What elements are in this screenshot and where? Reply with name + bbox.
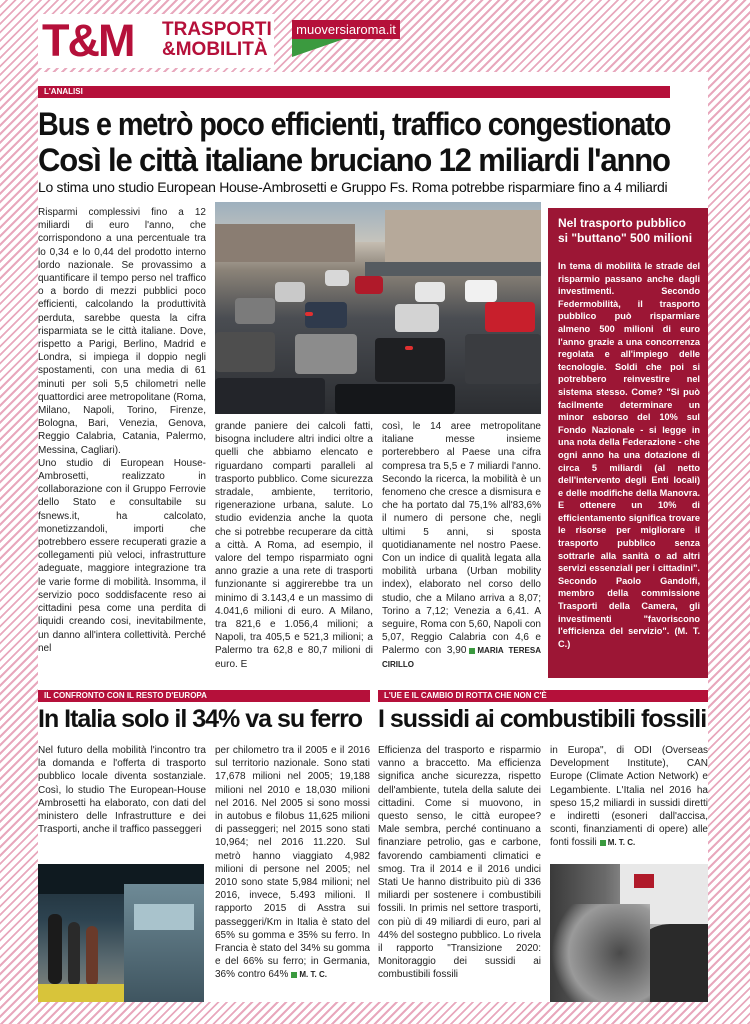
main-headline-1: Bus e metrò poco efficienti, traffico congestionato (38, 106, 671, 142)
logo-tm: T&M (42, 15, 134, 66)
right-signature: M. T. C. (607, 838, 636, 848)
exhaust-photo (550, 864, 708, 1002)
metro-photo (38, 864, 204, 1002)
left-headline: In Italia solo il 34% va su ferro (38, 705, 363, 733)
page (38, 72, 708, 1002)
right-column-2 (550, 744, 708, 860)
green-square-icon (600, 840, 606, 846)
site-link[interactable]: muoversiaroma.it (292, 20, 400, 39)
left-kicker: IL CONFRONTO CON IL RESTO D'EUROPA (38, 690, 370, 702)
right-kicker: L'UE E IL CAMBIO DI ROTTA CHE NON C'È (378, 690, 708, 702)
sidebar-body-text: In tema di mobilità le strade del risparmio passano anche dagli investimenti. Secondo Federmobilità, il trasporto pubblico può risparmiare almeno 500 milioni di euro l'anno grazie a una concorrenza regolata e all'impiego delle tecnologie. Soldi che poi si potrebbero reinvestire nel sistema stesso. Come? "Si può facilmente determinare un minor esborso del 10% sul Fondo Nazionale - si legge in una nota della Federazione - che ogni anno ha una dotazione di circa 5 miliardi (al netto dell'intervento degli Enti locali) e delle modifiche della Manovra. E ottenere un 10% di efficientamento significa trovare le risorse per migliorare il trasporto pubblico senza sottrarle alla sanità o ad altri servizi essenziali per i cittadini". Secondo Paolo Gandolfi, membro della commissione Trasporti della Camera, gli investimenti "favoriscono l'efficienza del servizio". (558, 261, 700, 637)
masthead-logo (38, 14, 274, 68)
main-column-1-text: Risparmi complessivi fino a 12 miliardi di euro l'anno, che corrispondono a una percentuale tra lo 0,34 e lo 0,44 del prodotto interno lordo nazionale. Se provassimo a quantificare il tempo perso nel traffico o a bordo di mezzi pubblici poco efficienti, calcolando la produttività perduta, sarebbe questa la cifra risparmiata se le città italiane. Dove, rispetto a Parigi, Berlino, Madrid e Londra, si impiega il doppio negli spostamenti, con una media di 61 minuti per soli 5,5 chilometri nelle quattordici aree metropolitane (Roma, Milano, Napoli, Torino, Firenze, Bologna, Bari, Venezia, Genova, Reggio Calabria, Catania, Palermo, Messina, Cagliari). (38, 207, 206, 456)
right-column-2-text: in Europa", di ODI (Overseas Development Institute), CAN Europe (Climate Action Network) e Legambiente. L'Italia nel 2016 ha speso 15,2 miliardi in sussidi diretti e indiretti (esoneri dall'accisa, sconti, finanziamenti di opere) alle fonti fossili (550, 745, 708, 849)
sidebar-title: Nel trasporto pubblico si "buttano" 500 milioni (558, 216, 693, 245)
main-column-3-text: così, le 14 aree metropolitane italiane messe insieme porterebbero al Paese una cifra compresa tra 5,5 e 7 miliardi l'anno. Secondo la ricerca, la mobilità è un fenomeno che cresce a dismisura e che ha portato dal 75,1% all'83,6% il numero di persone che, negli ultimi 5 anni, si sposta quotidianamente nel nostro Paese. Con un indice di qualità legata alla mobilità urbana (Urban mobility index), elaborato nel corso dello studio, che a Milano arriva a 8,07; Torino a 7,12; Venezia a 6,41. A seguire, Roma con 5,60, Napoli con 5,07, Reggio Calabria con 4,6 e Palermo con 3,90 (382, 421, 541, 657)
site-accent-shape (292, 39, 344, 57)
sidebar-body (558, 260, 700, 650)
right-headline: I sussidi ai combustibili fossili (378, 705, 707, 733)
main-subheadline: Lo stima uno studio European House-Ambrosetti e Gruppo Fs. Roma potrebbe risparmiare fino a 4 miliardi (38, 179, 668, 195)
main-column-2-text: grande paniere dei calcoli fatti, bisogna includere altri indici oltre a quelli che abbiamo elencato e riguardano comparti paralleli al trasporto pubblico. Come sicurezza stradale, ambiente, territorio, rigenerazione urbana, salute. Lo studio evidenzia anche la quota che si potrebbe recuperare da città a città. A Roma, ad esempio, il valore del tempo risparmiato ogni anno grazie a una rete di trasporti funzionante si aggirerebbe tra un minimo di 3.143,4 e un massimo di 4.041,6 milioni di euro. A Milano, tra 821,6 e 1.056,4 milioni; a Napoli, tra 405,5 e 521,3 milioni; a Palermo tra 62,8 e 80,7 milioni di euro. E (215, 421, 373, 670)
left-column-1 (38, 744, 206, 860)
traffic-photo (215, 202, 541, 414)
right-column-1-text: Efficienza del trasporto e risparmio vanno a braccetto. Ma efficienza significa anche sicurezza, rispetto dell'ambiente, tutela della salute dei cittadini. Come si muovono, in questo senso, le città europee? Male sembra, perché continuano a finanziare petrolio, gas e carbone, favorendo cambiamenti climatici e smog. Tra il 2014 e il 2016 undici Stati Ue hanno distribuito più di 336 miliardi per sostenere i combustibili fossili. In primis nel settore trasporti, con più di 49 miliardi di euro, pari al 44% del sostegno pubblico. Lo rivela il rapporto "Transizione 2020: Monitoraggio dei sussidi ai combustibili fossili (378, 745, 541, 981)
main-column-2 (215, 420, 373, 696)
green-square-icon (469, 648, 475, 654)
green-square-icon (291, 972, 297, 978)
sidebar-box (548, 208, 708, 678)
left-column-2 (215, 744, 370, 1002)
logo-line-2: &MOBILITÀ (162, 39, 268, 60)
main-column-1b-text: Uno studio di European House-Ambrosetti, realizzato in collaborazione con il Gruppo Ferrovie dello Stato e consultabile su fsnews.it, ha calcolato, monetizzandoli, importi che potrebbero essere recuperati grazie a collegamenti più veloci, infrastrutture adeguate, maggiore integrazione tra le varie forme di mobilità. Insomma, il servizio poco soddisfacente reso ai cittadini pesa come una perdita di liquidi creando cosi, inevitabilmente, un danno all'intera collettività. Perché nel (38, 457, 206, 654)
main-column-1 (38, 206, 206, 696)
main-signature: MARIA TERESA CIRILLO (382, 646, 541, 669)
main-kicker: L'ANALISI (38, 86, 670, 98)
left-column-2-text: per chilometro tra il 2005 e il 2016 sul territorio nazionale. Sono stati 17,678 milioni nel 2005; 19,188 milioni nel 2010 e 18,030 milioni nel 2016. Nel 2005 si sono mossi in autobus e filobus 11,625 milioni di passeggeri; nel 2015 sono stati 10,964; nel 2016 11.220. Sul metrò hanno viaggiato 4,982 milioni di persone nel 2005; nel 2010 sono state 5,984 milioni; nel 2016, invece, 5.493 milioni. Il rapporto 2015 di Asstra sui passeggeri/Km in Italia è stato del 65% su gomma e 35% su ferro. In Francia è stato del 34% su gomma e del 66% su ferro; in Germania, 36% contro 64% (215, 745, 370, 981)
sidebar-signature: (M. T. C.) (558, 626, 701, 649)
left-column-1-text: Nel futuro della mobilità l'incontro tra la domanda e l'offerta di trasporto pubblico locale diventa sostanziale. Così, lo studio The European-House Ambrosetti ha elaborato, con dati del ministero delle Infrastrutture e dei Trasporti, anche il traffico passeggeri (38, 745, 206, 836)
logo-words (162, 20, 272, 60)
logo-line-1: TRASPORTI (162, 19, 272, 40)
right-column-1 (378, 744, 541, 1002)
main-headline-2: Così le città italiane bruciano 12 miliardi l'anno (38, 142, 670, 178)
main-column-3 (382, 420, 541, 696)
left-signature: M. T. C. (299, 970, 327, 980)
